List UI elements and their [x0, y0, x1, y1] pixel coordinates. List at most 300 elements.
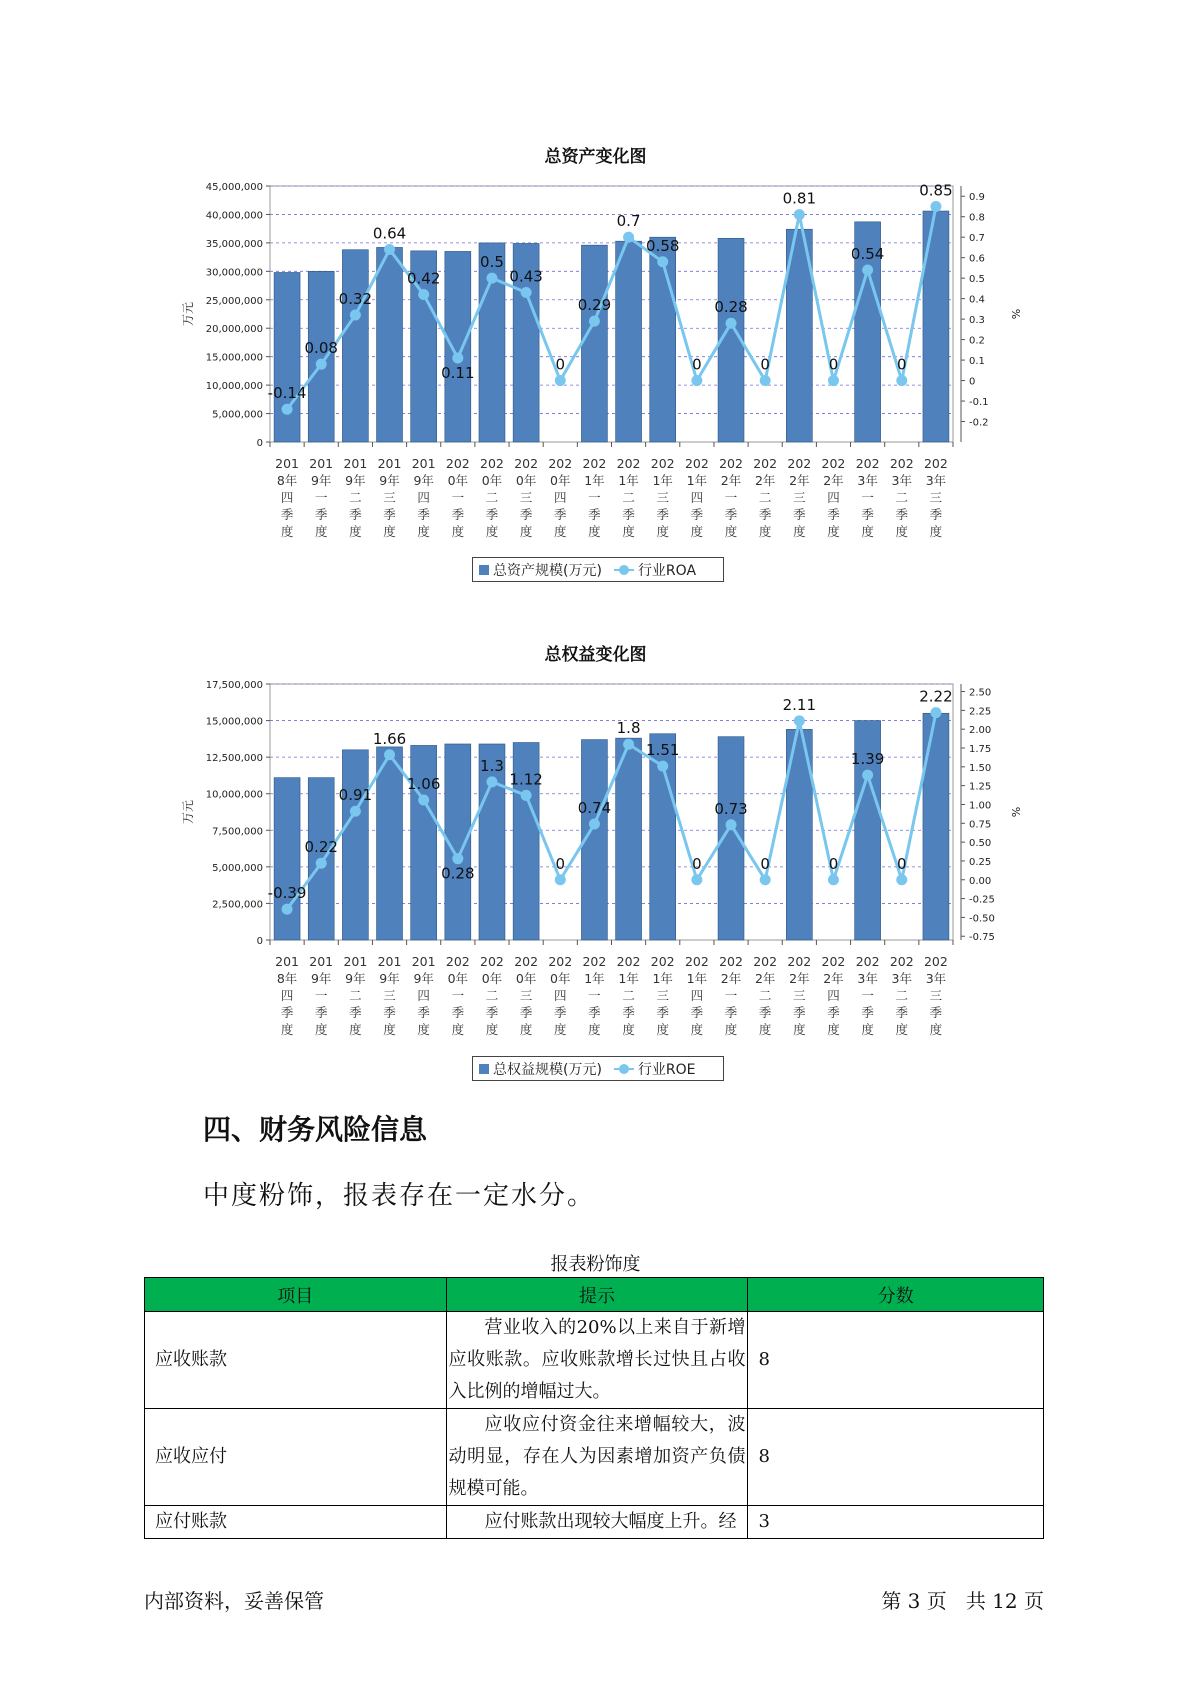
row-hint: 应收应付资金往来增幅较大，波动明显，存在人为因素增加资产负债规模可能。 [446, 1409, 748, 1506]
x-tick-label [719, 954, 743, 1037]
x-tick-label-line: 0年 [550, 971, 571, 986]
x-tick-label [753, 954, 777, 1037]
assets-chart [0, 170, 1191, 550]
line-point [555, 874, 566, 885]
data-label: 1.06 [406, 774, 441, 793]
header-item: 项目 [145, 1278, 447, 1312]
x-tick-label [446, 954, 470, 1037]
x-tick-label-line: 2年 [754, 473, 776, 488]
equity-chart-title: 总权益变化图 [544, 645, 647, 665]
x-tick-label-line: 202 [616, 456, 641, 471]
x-tick-label-line: 季 [485, 1005, 499, 1020]
x-tick-label-line: 季 [588, 507, 601, 522]
row-hint: 营业收入的20%以上来自于新增应收账款。应收账款增长过快且占收入比例的增幅过大。 [446, 1312, 748, 1409]
data-label: 0.91 [338, 786, 373, 805]
x-tick-label-line: 0年 [481, 971, 503, 986]
header-hint: 提示 [446, 1278, 748, 1312]
x-tick-label-line: 1年 [686, 473, 708, 488]
y-right-tick-label: 1.00 [969, 800, 992, 812]
x-tick-label-line: 201 [309, 456, 334, 471]
bar [377, 247, 403, 442]
y-left-tick-label: 12,500,000 [205, 753, 263, 765]
x-tick-label-line: 季 [349, 1005, 362, 1020]
y-left-tick-label: 35,000,000 [205, 238, 263, 250]
x-tick-label-line: 3年 [925, 473, 947, 488]
x-tick-label-line: 三 [656, 490, 669, 505]
x-tick-label-line: 季 [383, 1005, 396, 1020]
x-tick-label-line: 季 [554, 507, 567, 522]
x-tick-label-line: 季 [280, 1005, 294, 1020]
x-tick-label-line: 季 [690, 507, 704, 522]
y-left-tick-label: 17,500,000 [205, 680, 263, 691]
y-left-tick-label: 15,000,000 [205, 352, 263, 364]
x-tick-label-line: 度 [793, 524, 806, 539]
x-tick-label-line: 度 [690, 524, 704, 539]
x-tick-label-line: 0年 [515, 971, 537, 986]
line-legend-marker [614, 1068, 634, 1070]
line-point [828, 375, 839, 386]
x-tick-label-line: 度 [588, 524, 601, 539]
x-tick-label-line: 度 [793, 1022, 806, 1037]
x-tick-label-line: 202 [650, 954, 675, 969]
x-tick-label-line: 一 [451, 490, 465, 505]
table-row [145, 1312, 1044, 1409]
x-tick-label-line: 季 [417, 507, 430, 522]
line-point [418, 794, 429, 805]
x-tick-label [685, 954, 709, 1037]
x-tick-label [617, 456, 641, 539]
data-label: 0.22 [304, 838, 338, 857]
data-label: 0 [692, 854, 702, 873]
table-caption: 报表粉饰度 [550, 1254, 641, 1275]
line-point [452, 353, 463, 364]
data-label: 0 [828, 355, 839, 374]
x-tick-label-line: 202 [445, 954, 470, 969]
x-tick-label-line: 一 [314, 988, 328, 1003]
x-tick-label-line: 季 [690, 1005, 704, 1020]
x-tick-label-line: 三 [929, 988, 943, 1003]
row-hint: 应付账款出现较大幅度上升。经 [446, 1506, 748, 1539]
row-score: 8 [748, 1409, 1044, 1506]
y-right-tick-label: 1.50 [969, 762, 992, 774]
x-tick-label-line: 202 [548, 456, 573, 471]
x-tick-label-line: 2年 [720, 473, 742, 488]
x-tick-label-line: 度 [656, 1022, 669, 1037]
x-tick-label [651, 954, 675, 1037]
x-tick-label-line: 一 [861, 490, 874, 505]
data-label: 0.43 [509, 267, 543, 286]
y-left-tick-label: 0 [256, 936, 263, 947]
y-right-tick-label: 0 [969, 376, 976, 388]
y-left-axis-title: 万元 [181, 799, 195, 825]
line-point [384, 244, 395, 255]
x-tick-label-line: 1年 [686, 971, 708, 986]
y-left-tick-label: 10,000,000 [205, 789, 263, 801]
data-label: 0.08 [304, 339, 338, 358]
y-left-tick-label: 10,000,000 [205, 381, 263, 393]
x-tick-label-line: 季 [280, 507, 294, 522]
line-point [623, 739, 634, 750]
x-tick-label-line: 季 [622, 507, 635, 522]
x-tick-label-line: 季 [349, 507, 362, 522]
line-point [452, 853, 463, 864]
x-tick-label-line: 3年 [857, 473, 878, 488]
data-label: 0.28 [714, 298, 748, 317]
x-tick-label-line: 202 [480, 954, 504, 969]
line-point [726, 819, 737, 830]
x-tick-label-line: 202 [923, 954, 948, 969]
legend-label-assets: 总资产规模(万元) [493, 562, 602, 579]
line-point [282, 404, 293, 415]
y-left-tick-label: 7,500,000 [212, 826, 263, 838]
line-point [521, 287, 532, 298]
x-tick-label-line: 度 [519, 524, 533, 539]
x-tick-label-line: 二 [622, 988, 635, 1003]
line-point [828, 874, 839, 885]
x-tick-label-line: 202 [855, 456, 880, 471]
x-tick-label [378, 456, 402, 539]
y-right-tick-label: 0.1 [969, 356, 985, 368]
line-point [521, 790, 532, 801]
x-tick-label-line: 1年 [652, 473, 673, 488]
y-right-tick-label: 0.00 [969, 875, 992, 887]
x-tick-label-line: 度 [588, 1022, 601, 1037]
y-right-tick-label: -0.1 [969, 397, 989, 409]
x-tick-label-line: 3年 [857, 971, 878, 986]
line-point [794, 715, 805, 726]
x-tick-label-line: 度 [383, 1022, 396, 1037]
x-tick-label-line: 202 [821, 456, 846, 471]
data-label: 2.22 [919, 687, 953, 706]
x-tick-label-line: 202 [753, 954, 778, 969]
line-point [589, 819, 600, 830]
x-tick-label-line: 202 [582, 954, 607, 969]
x-tick-label-line: 季 [383, 507, 396, 522]
x-tick-label-line: 202 [787, 456, 812, 471]
y-left-tick-label: 0 [256, 438, 263, 449]
x-tick-label-line: 四 [280, 490, 294, 505]
x-tick-label-line: 0年 [481, 473, 503, 488]
data-label: 0.81 [782, 189, 817, 208]
x-tick-label [685, 456, 709, 539]
x-tick-label-line: 0年 [515, 473, 537, 488]
x-tick-label-line: 度 [280, 524, 294, 539]
x-tick-label [651, 456, 675, 539]
x-tick-label-line: 季 [519, 1005, 533, 1020]
y-right-tick-label: 0.9 [969, 192, 985, 204]
x-tick-label-line: 202 [753, 456, 778, 471]
data-label: 1.8 [616, 719, 641, 738]
x-tick-label-line: 季 [417, 1005, 430, 1020]
x-tick-label-line: 202 [514, 456, 539, 471]
x-tick-label-line: 季 [656, 507, 669, 522]
data-label: 0.74 [577, 799, 612, 818]
x-tick-label-line: 度 [417, 1022, 430, 1037]
x-tick-label [890, 954, 914, 1037]
x-tick-label-line: 二 [895, 988, 909, 1003]
line-point [384, 749, 395, 760]
bar-legend-swatch [479, 1064, 489, 1074]
x-tick-label [890, 456, 914, 539]
x-tick-label-line: 四 [827, 988, 840, 1003]
x-tick-label-line: 度 [314, 524, 328, 539]
bar [377, 747, 403, 940]
x-tick-label [787, 456, 811, 539]
x-tick-label [446, 456, 470, 539]
x-tick-label-line: 1年 [618, 473, 639, 488]
x-tick-label-line: 季 [895, 507, 909, 522]
x-tick-label [309, 954, 333, 1037]
x-tick-label-line: 202 [548, 954, 573, 969]
row-item: 应收账款 [145, 1312, 447, 1409]
x-tick-label-line: 二 [622, 490, 635, 505]
x-tick-label-line: 季 [656, 1005, 669, 1020]
equity-chart-legend [472, 1056, 724, 1081]
table-row [145, 1409, 1044, 1506]
x-tick-label-line: 季 [451, 1005, 465, 1020]
x-tick-label-line: 季 [758, 1005, 772, 1020]
x-tick-label-line: 1年 [618, 971, 639, 986]
x-tick-label-line: 8年 [276, 473, 298, 488]
line-point [760, 375, 771, 386]
x-tick-label-line: 季 [929, 507, 943, 522]
data-label: 0.85 [919, 181, 953, 200]
x-tick-label-line: 202 [684, 954, 709, 969]
x-tick-label-line: 度 [554, 1022, 567, 1037]
x-tick-label-line: 度 [758, 524, 772, 539]
bar [923, 713, 949, 940]
x-tick-label [378, 954, 402, 1037]
x-tick-label-line: 度 [451, 524, 465, 539]
bar [445, 251, 471, 442]
table-header-row [145, 1278, 1044, 1312]
line-legend-marker [614, 569, 634, 571]
x-tick-label-line: 9年 [379, 971, 400, 986]
x-tick-label-line: 四 [554, 988, 567, 1003]
x-tick-label-line: 202 [719, 456, 743, 471]
x-tick-label [924, 954, 948, 1037]
y-right-tick-label: 2.25 [969, 706, 992, 718]
x-tick-label [822, 954, 846, 1037]
header-score: 分数 [748, 1278, 1044, 1312]
x-tick-label-line: 度 [519, 1022, 533, 1037]
x-tick-label-line: 8年 [276, 971, 298, 986]
line-point [282, 904, 293, 915]
x-tick-label-line: 度 [656, 524, 669, 539]
x-tick-label-line: 202 [719, 954, 743, 969]
x-tick-label-line: 一 [314, 490, 328, 505]
data-label: 0.28 [441, 864, 475, 883]
x-tick-label [275, 456, 299, 539]
assets-chart-legend [472, 557, 724, 582]
data-label: 0 [828, 854, 839, 873]
bar-legend-swatch [479, 565, 489, 575]
data-label: 0 [760, 355, 770, 374]
x-tick-label [753, 456, 777, 539]
x-tick-label [412, 954, 436, 1037]
x-tick-label-line: 度 [451, 1022, 465, 1037]
data-label: 0 [897, 854, 907, 873]
y-right-tick-label: 2.50 [969, 687, 992, 699]
y-right-tick-label: 0.50 [969, 838, 992, 850]
x-tick-label-line: 0年 [447, 971, 469, 986]
x-tick-label-line: 三 [793, 490, 806, 505]
data-label: 0.29 [577, 296, 612, 315]
line-point [589, 316, 600, 327]
data-label: 0.54 [850, 244, 885, 263]
bar [274, 778, 300, 940]
x-tick-label-line: 2年 [789, 971, 810, 986]
y-left-axis-title: 万元 [181, 301, 195, 327]
section-heading: 四、财务风险信息 [203, 1113, 428, 1146]
x-tick-label-line: 9年 [379, 473, 400, 488]
x-tick-label-line: 四 [554, 490, 567, 505]
x-tick-label-line: 度 [554, 524, 567, 539]
x-tick-label-line: 202 [684, 456, 709, 471]
y-left-tick-label: 45,000,000 [205, 182, 263, 193]
x-tick-label-line: 度 [383, 524, 396, 539]
x-tick-label-line: 四 [417, 988, 430, 1003]
x-tick-label [822, 456, 846, 539]
assets-chart-title: 总资产变化图 [544, 147, 647, 167]
x-tick-label-line: 一 [588, 988, 601, 1003]
x-tick-label [617, 954, 641, 1037]
x-tick-label-line: 三 [519, 490, 533, 505]
y-right-tick-label: 0.25 [969, 856, 992, 868]
x-tick-label-line: 度 [622, 524, 635, 539]
x-tick-label [480, 954, 504, 1037]
x-tick-label [548, 954, 572, 1037]
y-left-tick-label: 30,000,000 [205, 267, 263, 279]
x-tick-label-line: 季 [622, 1005, 635, 1020]
x-tick-label-line: 季 [827, 507, 840, 522]
plot-area [267, 684, 953, 940]
x-tick-label-line: 2年 [823, 473, 844, 488]
x-tick-label [548, 456, 572, 539]
x-tick-label-line: 度 [929, 1022, 943, 1037]
x-tick-label-line: 201 [309, 954, 334, 969]
x-tick-label-line: 一 [588, 490, 601, 505]
table-row [145, 1506, 1044, 1539]
x-tick-label-line: 201 [377, 954, 402, 969]
data-label: 1.66 [372, 729, 407, 748]
line-point [350, 310, 361, 321]
x-tick-label [480, 456, 504, 539]
data-label: 1.39 [850, 750, 885, 769]
x-tick-label [924, 456, 948, 539]
x-tick-label-line: 一 [724, 988, 738, 1003]
x-tick-label [412, 456, 436, 539]
x-tick-label-line: 一 [451, 988, 465, 1003]
x-tick-label-line: 202 [616, 954, 641, 969]
line-point [316, 359, 327, 370]
y-right-tick-label: 0.6 [969, 253, 985, 265]
x-tick-label-line: 201 [411, 456, 436, 471]
data-label: 0.11 [441, 364, 475, 383]
x-tick-label-line: 季 [519, 507, 533, 522]
row-item: 应付账款 [145, 1506, 447, 1539]
line-point [930, 707, 941, 718]
x-tick-label-line: 四 [690, 490, 704, 505]
section-text: 中度粉饰，报表存在一定水分。 [203, 1181, 596, 1211]
bar [274, 272, 300, 442]
x-tick-label [582, 456, 606, 539]
data-label: 0.64 [372, 224, 407, 243]
x-tick-label-line: 201 [343, 954, 368, 969]
x-tick-label-line: 季 [314, 1005, 328, 1020]
x-tick-label-line: 季 [724, 507, 738, 522]
x-tick-label-line: 四 [417, 490, 430, 505]
y-left-tick-label: 40,000,000 [205, 210, 263, 222]
y-right-tick-label: 1.25 [969, 781, 992, 793]
x-tick-label-line: 度 [485, 1022, 499, 1037]
data-label: 0 [897, 355, 907, 374]
x-tick-label-line: 季 [758, 507, 772, 522]
x-tick-label-line: 季 [554, 1005, 567, 1020]
x-tick-label-line: 度 [895, 1022, 909, 1037]
x-tick-label-line: 三 [656, 988, 669, 1003]
line-point [486, 273, 497, 284]
data-label: 0.32 [338, 290, 373, 309]
x-tick-label-line: 1年 [584, 971, 605, 986]
x-tick-label-line: 度 [861, 1022, 874, 1037]
x-tick-label-line: 季 [588, 1005, 601, 1020]
x-tick-label-line: 度 [690, 1022, 704, 1037]
x-tick-label-line: 度 [724, 524, 738, 539]
x-tick-label-line: 度 [861, 524, 874, 539]
x-tick-label [343, 954, 367, 1037]
x-tick-label-line: 季 [861, 507, 874, 522]
x-tick-label-line: 二 [758, 988, 772, 1003]
x-tick-label-line: 度 [349, 1022, 362, 1037]
data-label: 0 [692, 355, 702, 374]
x-tick-label [787, 954, 811, 1037]
x-tick-label-line: 度 [417, 524, 430, 539]
line-point [350, 806, 361, 817]
y-left-tick-label: 20,000,000 [205, 324, 263, 336]
data-label: 1.51 [646, 741, 680, 760]
data-label: 0.42 [406, 269, 441, 288]
y-right-tick-label: 1.75 [969, 744, 992, 755]
x-tick-label-line: 二 [895, 490, 909, 505]
x-tick-label-line: 202 [889, 954, 914, 969]
x-tick-label-line: 二 [349, 988, 362, 1003]
data-label: 1.3 [480, 756, 504, 775]
x-tick-label-line: 二 [485, 988, 499, 1003]
x-tick-label-line: 三 [383, 988, 396, 1003]
x-tick-label-line: 202 [787, 954, 812, 969]
x-tick-label [514, 456, 538, 539]
bar [342, 250, 368, 442]
line-point [316, 858, 327, 869]
bar [581, 245, 607, 442]
y-right-tick-label: 0.3 [969, 315, 985, 327]
x-tick-label-line: 三 [793, 988, 806, 1003]
line-point [862, 770, 873, 781]
x-tick-label-line: 度 [622, 1022, 635, 1037]
x-tick-label-line: 2年 [823, 971, 844, 986]
x-tick-label-line: 季 [314, 507, 328, 522]
x-tick-label-line: 二 [349, 490, 362, 505]
x-tick-label-line: 季 [929, 1005, 943, 1020]
x-tick-label-line: 度 [929, 524, 943, 539]
x-tick-label-line: 度 [724, 1022, 738, 1037]
line-point [760, 874, 771, 885]
x-tick-label-line: 度 [827, 524, 840, 539]
x-tick-label-line: 3年 [891, 971, 913, 986]
x-tick-label-line: 四 [690, 988, 704, 1003]
data-label: 2.11 [782, 695, 817, 714]
